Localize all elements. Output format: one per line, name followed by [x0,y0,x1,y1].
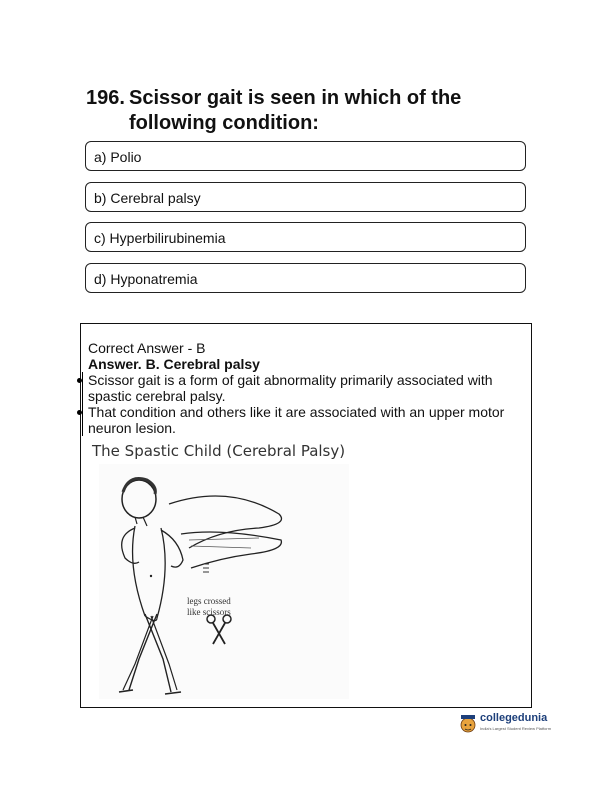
logo-name: collegedunia [480,712,548,724]
option-c[interactable]: c) Hyperbilirubinemia [85,222,526,252]
question-number: 196. [86,87,125,109]
figure-caption [187,596,231,618]
spastic-child-illustration [99,464,349,699]
spastic-child-figure [99,464,349,699]
answer-box [80,323,532,708]
question [86,86,526,136]
logo-tagline: India's Largest Student Review Platform [480,726,552,731]
figure-caption-line1: legs crossed [187,596,231,606]
option-a[interactable]: a) Polio [85,141,526,171]
bullet-rule [82,372,83,436]
graduate-mascot-icon [458,710,478,736]
answer-text [88,340,528,436]
question-text-line2: following condition: [129,112,319,134]
answer-heading: Answer. B. Cerebral palsy [88,356,260,372]
option-b[interactable]: b) Cerebral palsy [85,182,526,212]
question-text-line1: Scissor gait is seen in which of the [129,87,462,109]
answer-bullet-1: Scissor gait is a form of gait abnormality primarily associated with spastic cerebral palsy. [88,372,528,404]
answer-bullet-2: That condition and others like it are associated with an upper motor neuron lesion. [88,404,528,436]
collegedunia-logo[interactable] [458,710,558,738]
correct-answer-label: Correct Answer - B [88,340,206,356]
figure-title: The Spastic Child (Cerebral Palsy) [92,442,346,460]
figure-caption-line2: like scissors [187,607,231,617]
option-d[interactable]: d) Hyponatremia [85,263,526,293]
